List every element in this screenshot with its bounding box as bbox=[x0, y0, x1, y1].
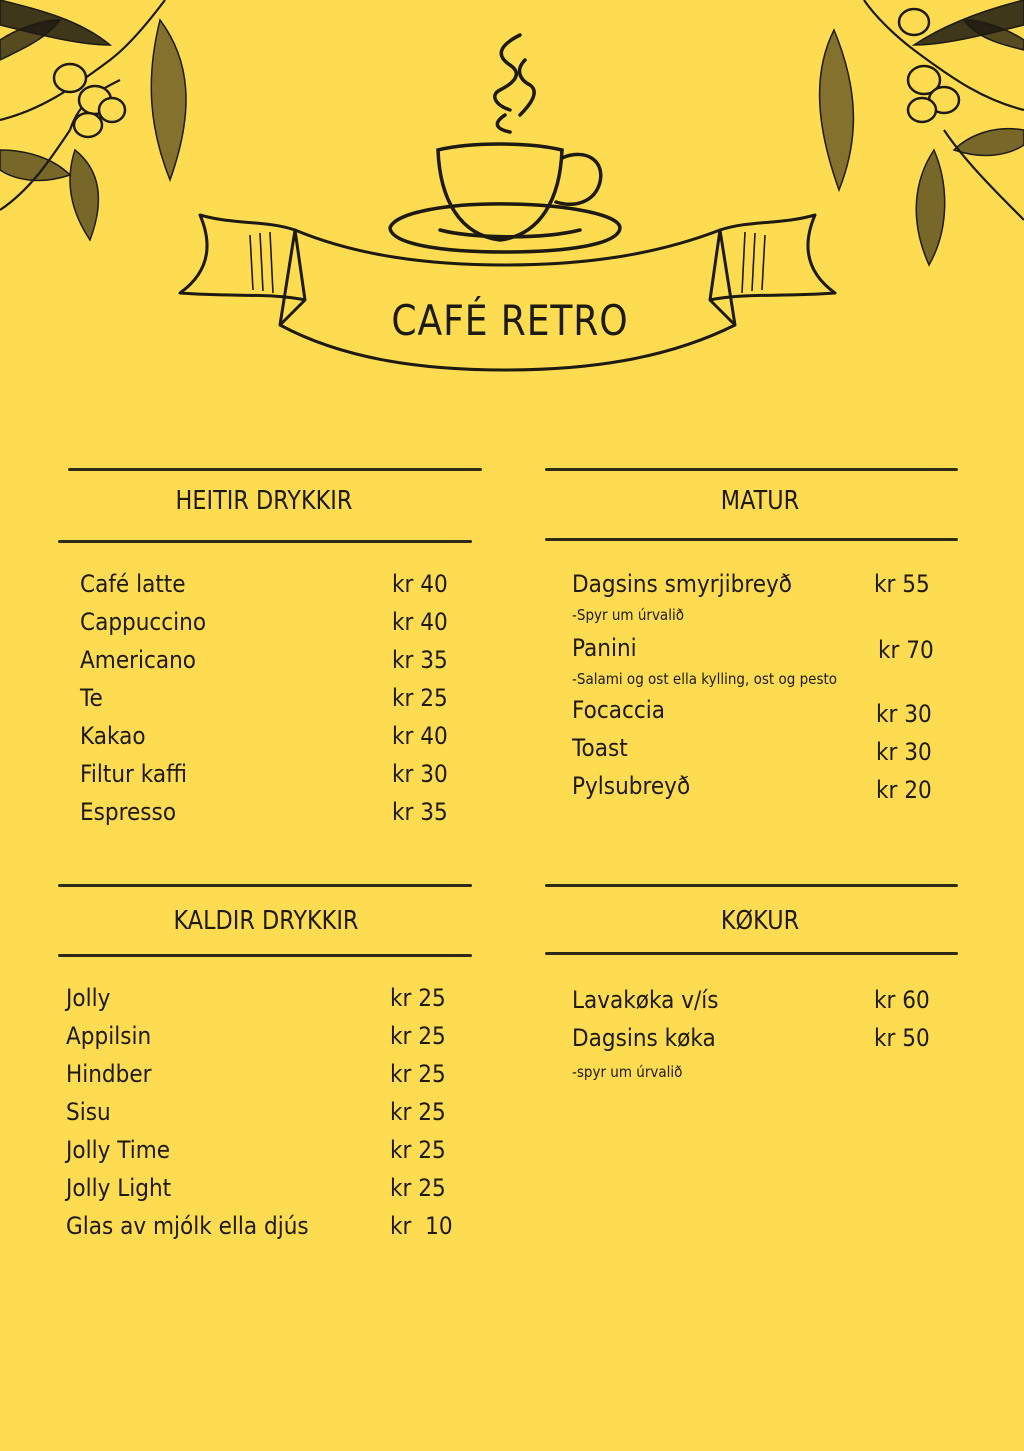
menu-item-name: Café latte bbox=[80, 570, 186, 598]
menu-item-price: kr 25 bbox=[390, 1060, 446, 1088]
section-rule bbox=[545, 538, 958, 541]
menu-item-name: Toast bbox=[572, 734, 628, 762]
section-title-cold: KALDIR DRYKKIR bbox=[173, 906, 359, 936]
menu-item-name: Sisu bbox=[66, 1098, 111, 1126]
menu-item-price: kr 25 bbox=[392, 684, 448, 712]
page-title: CAFÉ RETRO bbox=[391, 296, 629, 345]
section-rule bbox=[58, 884, 472, 887]
section-rule bbox=[68, 468, 482, 471]
menu-item-name: Jolly Light bbox=[66, 1174, 172, 1202]
menu-item-name: Filtur kaffi bbox=[80, 760, 188, 788]
section-rule bbox=[545, 884, 958, 887]
menu-item-name: Dagsins smyrjibreyð bbox=[572, 570, 793, 598]
menu-item-note: -spyr um úrvalið bbox=[572, 1063, 683, 1081]
menu-item-price: kr 25 bbox=[390, 1098, 446, 1126]
menu-item-name: Jolly Time bbox=[66, 1136, 171, 1164]
menu-item-price: kr 20 bbox=[876, 776, 932, 804]
section-rule bbox=[58, 954, 472, 957]
menu-item-name: Lavakøka v/ís bbox=[572, 986, 719, 1014]
menu-item-name: Kakao bbox=[80, 722, 146, 750]
menu-item-price: kr 70 bbox=[878, 636, 934, 664]
section-rule bbox=[58, 540, 472, 543]
section-title-food: MATUR bbox=[720, 486, 800, 516]
menu-item-name: Panini bbox=[572, 634, 637, 662]
menu-item-name: Focaccia bbox=[572, 696, 665, 724]
menu-item-name: Cappuccino bbox=[80, 608, 207, 636]
section-title-cakes: KØKUR bbox=[720, 906, 800, 936]
menu-item-note: -Salami og ost ella kylling, ost og pesto bbox=[572, 670, 838, 688]
menu-item-name: Te bbox=[80, 684, 103, 712]
menu-item-price: kr 30 bbox=[876, 700, 932, 728]
menu-item-price: kr 40 bbox=[392, 570, 448, 598]
menu-item-price: kr 25 bbox=[390, 1174, 446, 1202]
menu-item-price: kr 55 bbox=[874, 570, 930, 598]
menu-item-name: Espresso bbox=[80, 798, 177, 826]
menu-item-price: kr 50 bbox=[874, 1024, 930, 1052]
section-rule bbox=[545, 468, 958, 471]
menu-item-price: kr 10 bbox=[390, 1212, 453, 1240]
menu-item-price: kr 25 bbox=[390, 1022, 446, 1050]
menu-item-price: kr 40 bbox=[392, 722, 448, 750]
section-rule bbox=[545, 952, 958, 955]
menu-item-price: kr 35 bbox=[392, 798, 448, 826]
menu-item-price: kr 40 bbox=[392, 608, 448, 636]
menu-item-price: kr 35 bbox=[392, 646, 448, 674]
menu-item-note: -Spyr um úrvalið bbox=[572, 606, 684, 624]
menu-item-name: Appilsin bbox=[66, 1022, 152, 1050]
menu-item-price: kr 25 bbox=[390, 1136, 446, 1164]
menu-item-name: Americano bbox=[80, 646, 197, 674]
menu-item-price: kr 30 bbox=[392, 760, 448, 788]
menu-item-name: Dagsins køka bbox=[572, 1024, 716, 1052]
menu-item-name: Pylsubreyð bbox=[572, 772, 691, 800]
section-title-hot: HEITIR DRYKKIR bbox=[175, 486, 353, 516]
menu-item-name: Hindber bbox=[66, 1060, 152, 1088]
menu-item-price: kr 60 bbox=[874, 986, 930, 1014]
menu-item-price: kr 25 bbox=[390, 984, 446, 1012]
menu-item-price: kr 30 bbox=[876, 738, 932, 766]
menu-item-name: Glas av mjólk ella djús bbox=[66, 1212, 309, 1240]
menu-item-name: Jolly bbox=[66, 984, 111, 1012]
